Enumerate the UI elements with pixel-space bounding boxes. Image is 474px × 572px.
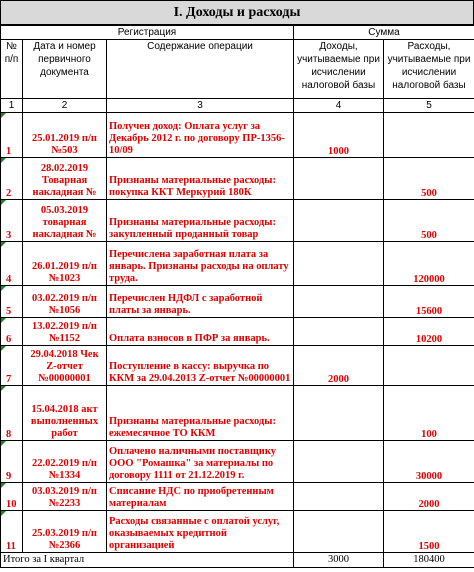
document-cell[interactable]: 03.03.2019 п/п №2233 xyxy=(23,483,107,511)
document-cell[interactable]: 03.02.2019 п/п №1056 xyxy=(23,286,107,318)
expense-header: Расходы, учитываемые при исчислении налоговой базы xyxy=(384,40,474,99)
document-cell[interactable]: 25.01.2019 п/п №503 xyxy=(23,113,107,158)
operation-cell[interactable]: Оплата взносов в ПФР за январь. xyxy=(107,318,294,346)
operation-cell[interactable]: Признаны материальные расходы: ежемесячное ТО ККМ xyxy=(107,386,294,441)
row-number[interactable]: 1 xyxy=(1,113,23,158)
document-cell[interactable]: 05.03.2019 товарная накладная № xyxy=(23,200,107,242)
expense-cell[interactable]: 2000 xyxy=(384,483,474,511)
income-cell[interactable] xyxy=(294,511,384,553)
table-row[interactable] xyxy=(1,318,474,346)
income-cell[interactable] xyxy=(294,200,384,242)
column-number: 3 xyxy=(107,99,294,113)
document-cell[interactable]: 29.04.2018 Чек Z-отчет №00000001 xyxy=(23,346,107,386)
column-number: 5 xyxy=(384,99,474,113)
expense-cell[interactable]: 500 xyxy=(384,158,474,200)
section-title: I. Доходы и расходы xyxy=(0,0,474,25)
expense-cell[interactable]: 30000 xyxy=(384,441,474,483)
income-cell[interactable] xyxy=(294,242,384,286)
table-row[interactable] xyxy=(1,441,474,483)
income-cell[interactable] xyxy=(294,441,384,483)
income-header: Доходы, учитываемые при исчислении налоговой базы xyxy=(294,40,384,99)
document-cell[interactable]: 25.03.2019 п/п №2366 xyxy=(23,511,107,553)
table-row[interactable] xyxy=(1,158,474,200)
income-cell[interactable] xyxy=(294,386,384,441)
column-number: 1 xyxy=(1,99,23,113)
document-cell[interactable]: 28.02.2019 Товарная накладная № xyxy=(23,158,107,200)
table-row[interactable] xyxy=(1,346,474,386)
expense-cell[interactable]: 120000 xyxy=(384,242,474,286)
table-row[interactable] xyxy=(1,113,474,158)
income-cell[interactable] xyxy=(294,158,384,200)
table-row[interactable] xyxy=(1,286,474,318)
ledger-table xyxy=(0,25,474,568)
sum-header: Сумма xyxy=(294,26,474,40)
document-cell[interactable]: 26.01.2019 п/п №1023 xyxy=(23,242,107,286)
total-row xyxy=(1,553,474,568)
expense-cell[interactable]: 10200 xyxy=(384,318,474,346)
total-income: 3000 xyxy=(294,553,384,568)
operation-cell[interactable]: Оплачено наличными поставщику ООО "Ромашка" за материалы по договору 1111 от 21.12.2019 г. xyxy=(107,441,294,483)
table-row[interactable] xyxy=(1,511,474,553)
document-cell[interactable]: 15.04.2018 акт выполненных работ xyxy=(23,386,107,441)
table-row[interactable] xyxy=(1,386,474,441)
table-row[interactable] xyxy=(1,200,474,242)
row-number[interactable]: 10 xyxy=(1,483,23,511)
row-number[interactable]: 7 xyxy=(1,346,23,386)
expense-cell[interactable]: 500 xyxy=(384,200,474,242)
column-number: 4 xyxy=(294,99,384,113)
operation-cell[interactable]: Признаны материальные расходы: покупка ККТ Меркурий 180К xyxy=(107,158,294,200)
operation-cell[interactable]: Поступление в кассу: выручка по ККМ за 29.04.2013 Z-отчет №00000001 xyxy=(107,346,294,386)
expense-cell[interactable] xyxy=(384,346,474,386)
income-cell[interactable] xyxy=(294,483,384,511)
operation-cell[interactable]: Получен доход: Оплата услуг за Декабрь 2012 г. по договору ПР-1356-10/09 xyxy=(107,113,294,158)
expense-cell[interactable]: 1500 xyxy=(384,511,474,553)
operation-header: Содержание операции xyxy=(107,40,294,99)
income-cell[interactable] xyxy=(294,286,384,318)
row-number[interactable]: 8 xyxy=(1,386,23,441)
row-number[interactable]: 11 xyxy=(1,511,23,553)
total-expense: 180400 xyxy=(384,553,474,568)
table-row[interactable] xyxy=(1,483,474,511)
document-cell[interactable]: 13.02.2019 п/п №1152 xyxy=(23,318,107,346)
doc-header: Дата и номер первичного документа xyxy=(23,40,107,99)
table-row[interactable] xyxy=(1,242,474,286)
income-cell[interactable]: 2000 xyxy=(294,346,384,386)
no-header: № п/п xyxy=(1,40,23,99)
total-label: Итого за I квартал xyxy=(1,553,294,568)
income-cell[interactable] xyxy=(294,318,384,346)
row-number[interactable]: 3 xyxy=(1,200,23,242)
row-number[interactable]: 6 xyxy=(1,318,23,346)
row-number[interactable]: 5 xyxy=(1,286,23,318)
row-number[interactable]: 4 xyxy=(1,242,23,286)
expense-cell[interactable]: 100 xyxy=(384,386,474,441)
operation-cell[interactable]: Перечислена заработная плата за январь. Признаны расходы на оплату труда. xyxy=(107,242,294,286)
document-cell[interactable]: 22.02.2019 п/п №1334 xyxy=(23,441,107,483)
operation-cell[interactable]: Расходы связанные с оплатой услуг, оказываемых кредитной организацией xyxy=(107,511,294,553)
row-number[interactable]: 9 xyxy=(1,441,23,483)
operation-cell[interactable]: Признаны материальные расходы: закупленный проданный товар xyxy=(107,200,294,242)
operation-cell[interactable]: Списание НДС по приобретенным материалам xyxy=(107,483,294,511)
expense-cell[interactable] xyxy=(384,113,474,158)
income-cell[interactable]: 1000 xyxy=(294,113,384,158)
registration-header: Регистрация xyxy=(1,26,294,40)
row-number[interactable]: 2 xyxy=(1,158,23,200)
column-number: 2 xyxy=(23,99,107,113)
expense-cell[interactable]: 15600 xyxy=(384,286,474,318)
operation-cell[interactable]: Перечислен НДФЛ с заработной платы за январь. xyxy=(107,286,294,318)
